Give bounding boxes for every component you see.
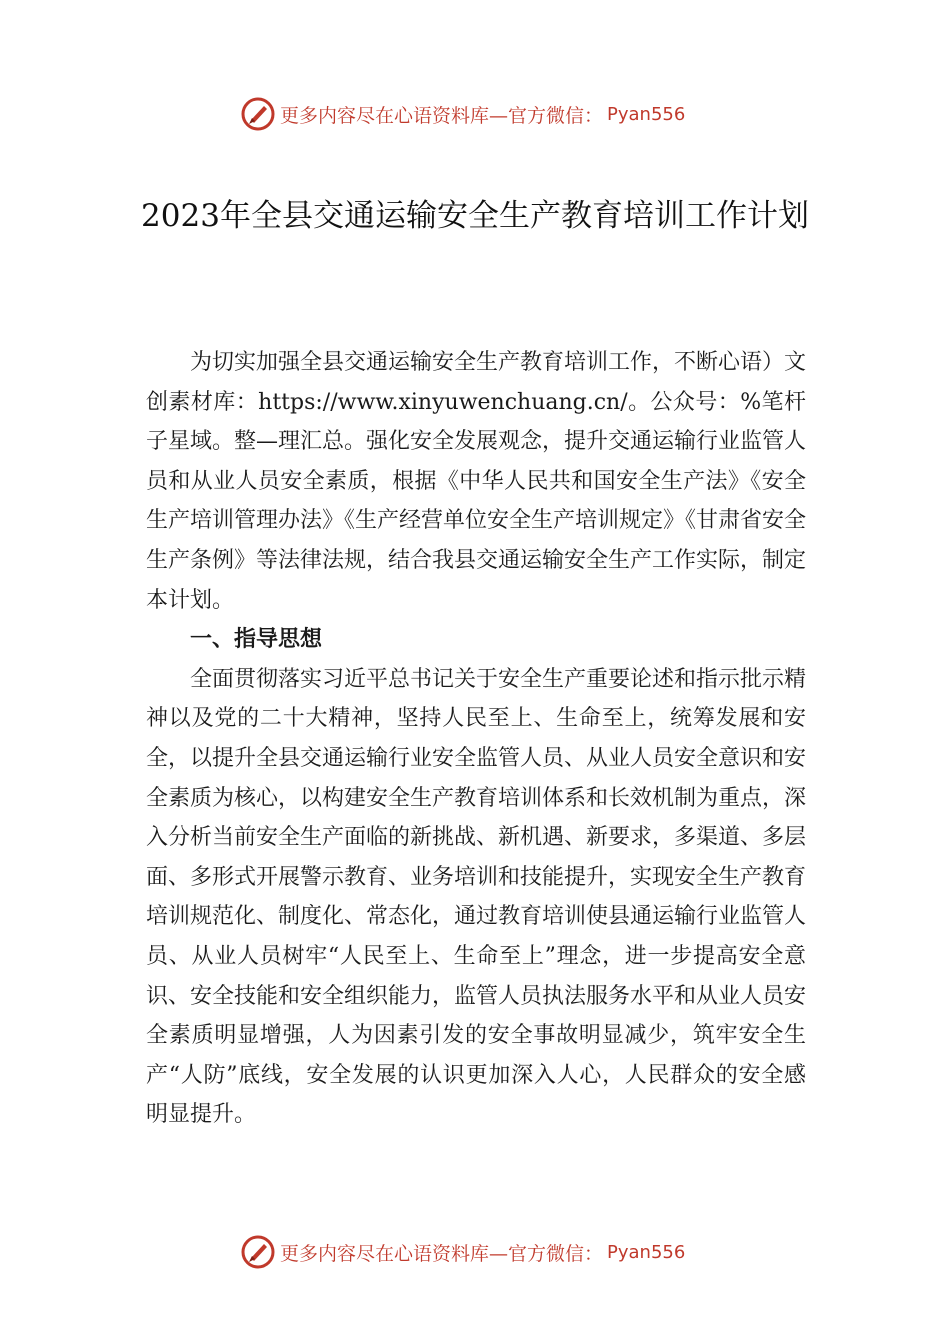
intro-paragraph: 为切实加强全县交通运输安全生产教育培训工作，不断心语）文创素材库：https://www.xinyuwenchuang.cn/。公众号：%笔杆子星域。整—理汇总。强化安全发展观念，提升交通运输行业监管人员和从业人员安全素质，根据《中华人民共和国安全生产法》《安全生产培训管理办法》《生产经营单位安全生产培训规定》《甘肃省安全生产条例》等法律法规，结合我县交通运输安全生产工作实际，制定本计划。 (146, 350, 807, 613)
banner-wechat-id: Pyan556 (607, 103, 686, 125)
header-banner[interactable] (240, 94, 685, 134)
banner-wechat-id: Pyan556 (607, 1241, 686, 1263)
banner-text: 更多内容尽在心语资料库—官方微信： (280, 104, 604, 127)
document-body (146, 343, 806, 1135)
brand-logo-icon (240, 1234, 276, 1270)
page-title: 2023年全县交通运输安全生产教育培训工作计划 (141, 198, 809, 234)
section-heading: 一、指导思想 (190, 627, 323, 653)
footer-banner[interactable] (240, 1232, 685, 1272)
banner-text: 更多内容尽在心语资料库—官方微信： (280, 1242, 604, 1265)
section-paragraph: 全面贯彻落实习近平总书记关于安全生产重要论述和指示批示精神以及党的二十大精神，坚持人民至上、生命至上，统筹发展和安全，以提升全县交通运输行业安全监管人员、从业人员安全意识和安全素质为核心，以构建安全生产教育培训体系和长效机制为重点，深入分析当前安全生产面临的新挑战、新机遇、新要求，多渠道、多层面、多形式开展警示教育、业务培训和技能提升，实现安全生产教育培训规范化、制度化、常态化，通过教育培训使县通运输行业监管人员、从业人员树牢“人民至上、生命至上”理念，进一步提高安全意识、安全技能和安全组织能力，监管人员执法服务水平和从业人员安全素质明显增强，人为因素引发的安全事故明显减少，筑牢安全生产“人防”底线，安全发展的认识更加深入人心，人民群众的安全感明显提升。 (146, 666, 807, 1128)
brand-logo-icon (240, 96, 276, 132)
